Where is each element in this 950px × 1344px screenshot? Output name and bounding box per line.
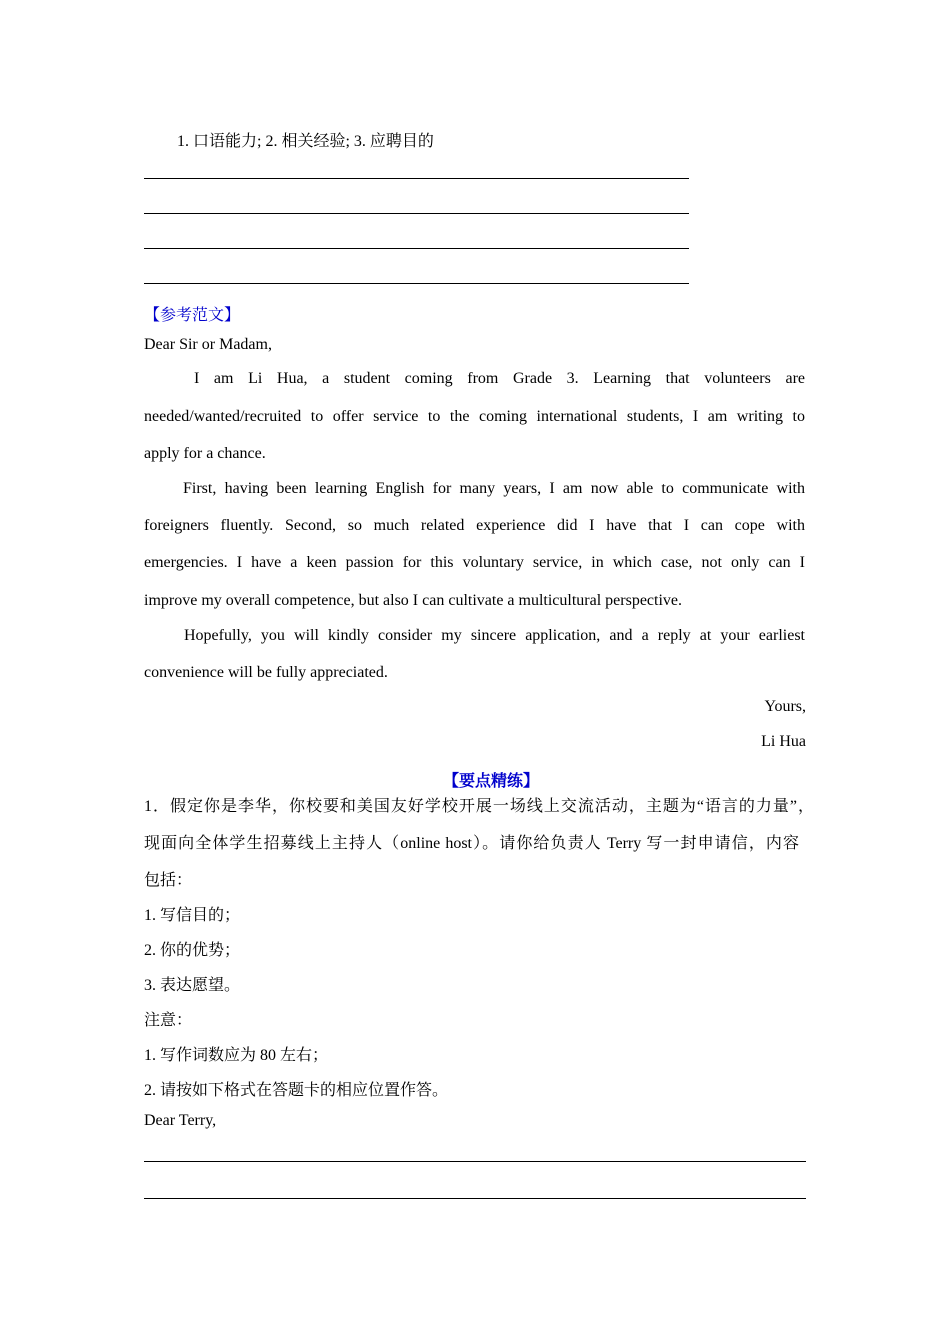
sample-greeting: Dear Sir or Madam, — [144, 336, 272, 353]
note-label: 注意： — [144, 1012, 193, 1029]
answer-line — [144, 1198, 806, 1199]
paragraph-line: foreigners fluently. Second, so much related experience did I have that I can cope with — [144, 517, 805, 534]
answer-line — [144, 213, 689, 214]
list-item: 1. 写信目的； — [144, 907, 241, 924]
paragraph-line: improve my overall competence, but also I can cultivate a multicultural perspective. — [144, 592, 683, 609]
answer-line — [144, 178, 689, 179]
list-item: 3. 表达愿望。 — [144, 977, 241, 994]
paragraph-line: I am Li Hua, a student coming from Grade 3. Learning that volunteers are — [194, 370, 805, 387]
paragraph-line: First, having been learning English for many years, I am now able to communicate with — [183, 480, 805, 497]
paragraph-line: Hopefully, you will kindly consider my sincere application, and a reply at your earliest — [184, 627, 805, 644]
sample-essay-header: 【参考范文】 — [144, 307, 241, 324]
points-line: 1. 口语能力; 2. 相关经验; 3. 应聘目的 — [177, 133, 434, 150]
closing: Yours, — [764, 698, 806, 715]
practice-header: 【要点精练】 — [442, 773, 539, 790]
practice-greeting: Dear Terry, — [144, 1112, 217, 1129]
question-line: 包括： — [144, 872, 193, 889]
answer-line — [144, 1161, 806, 1162]
paragraph-line: apply for a chance. — [144, 445, 266, 462]
paragraph-line: convenience will be fully appreciated. — [144, 664, 388, 681]
answer-line — [144, 248, 689, 249]
signature: Li Hua — [761, 733, 806, 750]
question-line: 现面向全体学生招募线上主持人（online host）。请你给负责人 Terry 写一封申请信，内容 — [144, 835, 799, 852]
note-item: 2. 请按如下格式在答题卡的相应位置作答。 — [144, 1082, 449, 1099]
paragraph-line: emergencies. I have a keen passion for this voluntary service, in which case, not only can I — [144, 554, 805, 571]
note-item: 1. 写作词数应为 80 左右； — [144, 1047, 329, 1064]
paragraph-line: needed/wanted/recruited to offer service to the coming international students, I am writing to — [144, 408, 805, 425]
list-item: 2. 你的优势； — [144, 942, 241, 959]
answer-line — [144, 283, 689, 284]
question-line: 1．假定你是李华，你校要和美国友好学校开展一场线上交流活动，主题为“语言的力量”， — [144, 798, 814, 815]
